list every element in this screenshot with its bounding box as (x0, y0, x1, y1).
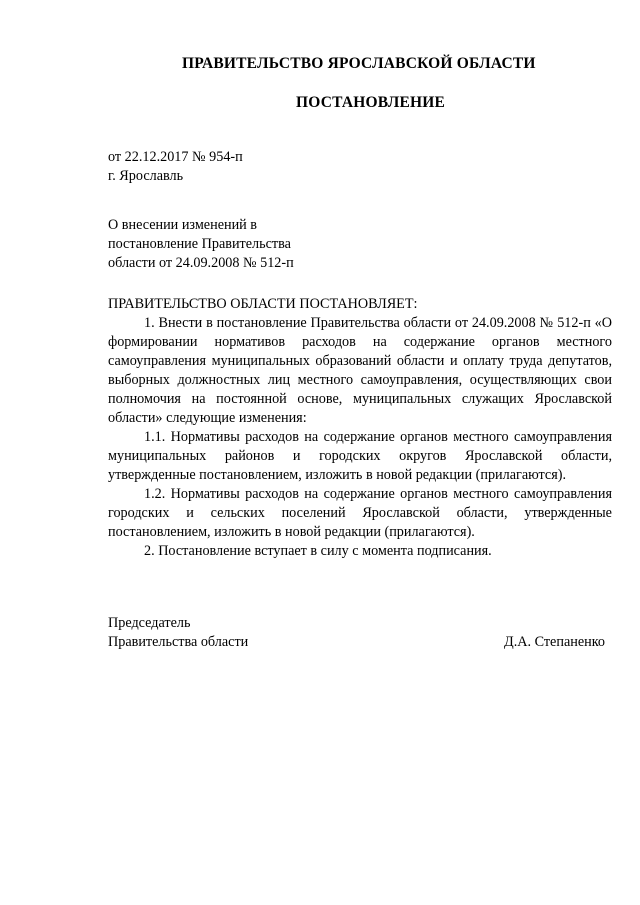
paragraph-2: 2. Постановление вступает в силу с момента подписания. (144, 543, 492, 559)
signatory-position-line1: Председатель (108, 615, 191, 631)
document-body (108, 295, 612, 561)
document-subject (108, 216, 294, 273)
paragraph-1-1: 1.1. Нормативы расходов на содержание органов местного самоуправления муниципальных районов и городских округов Ярославской области, утвержденные постановлением, изложить в новой редакции (прилагаются). (108, 429, 612, 483)
signature-block (108, 614, 605, 652)
subject-line: О внесении изменений в (108, 217, 258, 233)
city: г. Ярославль (108, 168, 184, 184)
subject-line: области от 24.09.2008 № 512-п (108, 255, 294, 271)
signatory-position-line2: Правительства области (108, 634, 249, 650)
resolution-lead: ПРАВИТЕЛЬСТВО ОБЛАСТИ ПОСТАНОВЛЯЕТ: (108, 296, 418, 312)
document-meta (108, 148, 243, 186)
paragraph-1: 1. Внести в постановление Правительства области от 24.09.2008 № 512-п «О формировании нормативов расходов на содержание органов местного самоуправления муниципальных образований области и оплату труда депутатов, выборных должностных лиц местного самоуправления, осуществляющих свои полномочия на постоянной основе, муниципальных служащих Ярославской области» следующие изменения: (108, 315, 612, 426)
document-type-title: ПОСТАНОВЛЕНИЕ (296, 94, 446, 111)
paragraph-1-2: 1.2. Нормативы расходов на содержание органов местного самоуправления городских и сельских поселений Ярославской области, утвержденные постановлением, изложить в новой редакции (прилагаются). (108, 486, 612, 540)
date-number: от 22.12.2017 № 954-п (108, 149, 243, 165)
subject-line: постановление Правительства (108, 236, 291, 252)
signatory-name: Д.А. Степаненко (504, 634, 605, 650)
government-title: ПРАВИТЕЛЬСТВО ЯРОСЛАВСКОЙ ОБЛАСТИ (182, 55, 536, 72)
